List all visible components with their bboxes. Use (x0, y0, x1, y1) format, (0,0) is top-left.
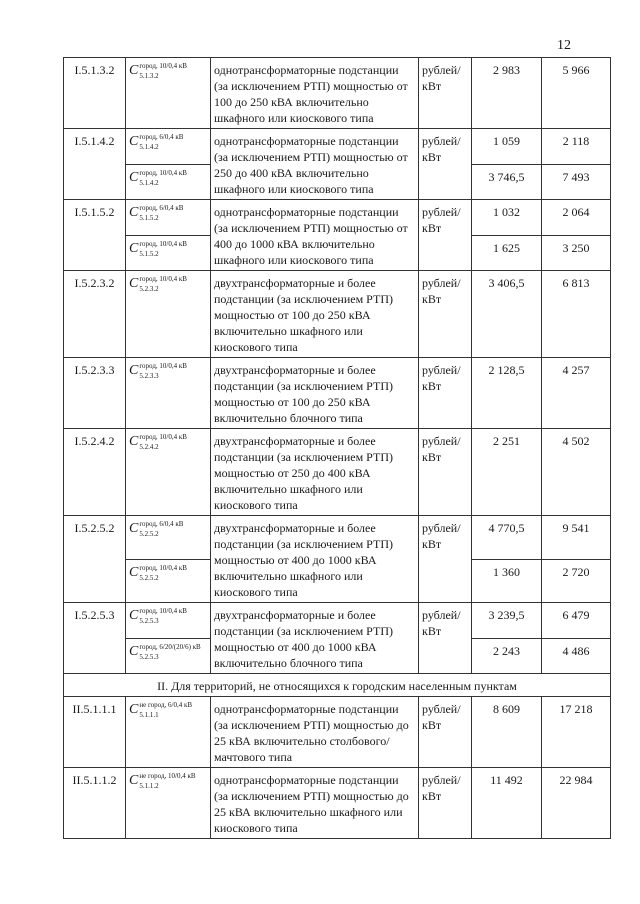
tariff-table-body (64, 58, 611, 839)
rate-symbol-superscript: город, 6/0,4 кВ (139, 133, 184, 141)
rate-symbol-superscript: город, 10/0,4 кВ (139, 563, 187, 572)
table-row (64, 129, 611, 165)
rate-symbol (126, 271, 211, 358)
rate-symbol-subscript: 5.1.5.2 (139, 249, 159, 258)
rate-symbol-superscript: город, 10/0,4 кВ (139, 362, 187, 370)
item-code: II.5.1.1.2 (64, 768, 126, 839)
rate-symbol-letter: C (129, 434, 139, 449)
rate-value-without-vat: 11 492 (472, 768, 542, 839)
rate-symbol-letter: C (129, 169, 139, 185)
item-unit: рублей/ кВт (419, 697, 472, 768)
rate-symbol-subscript: 5.2.5.3 (139, 617, 159, 625)
rate-value-total: 2 118 (542, 129, 611, 165)
section-row (64, 674, 611, 697)
table-row (64, 697, 611, 768)
rate-value-without-vat: 2 251 (472, 429, 542, 516)
item-unit: рублей/ кВт (419, 58, 472, 129)
rate-symbol-letter: C (129, 608, 139, 623)
rate-value-total: 4 502 (542, 429, 611, 516)
rate-value-total: 17 218 (542, 697, 611, 768)
item-code: I.5.2.3.2 (64, 271, 126, 358)
item-description: однотрансформаторные подстанции (за исключением РТП) мощностью до 25 кВА включительно столбового/мачтового типа (211, 697, 419, 768)
rate-symbol (126, 768, 211, 839)
rate-value-without-vat: 8 609 (472, 697, 542, 768)
item-code: I.5.1.3.2 (64, 58, 126, 129)
rate-symbol-subscript: 5.1.1.2 (139, 782, 159, 790)
rate-symbol-letter: C (129, 521, 139, 536)
rate-symbol-superscript: город, 6/20/(20/6) кВ (139, 642, 201, 651)
item-unit: рублей/ кВт (419, 200, 472, 271)
rate-symbol-superscript: не город, 10/0,4 кВ (139, 772, 196, 780)
rate-symbol-subscript: 5.1.1.1 (139, 711, 159, 719)
item-description: однотрансформаторные подстанции (за исключением РТП) мощностью от 250 до 400 кВА включительно шкафного или киоскового типа (211, 129, 419, 200)
tariff-table (63, 57, 611, 839)
section-title: II. Для территорий, не относящихся к городским населенным пунктам (64, 674, 611, 697)
rate-value-total: 3 250 (542, 235, 611, 271)
rate-value-total: 22 984 (542, 768, 611, 839)
rate-symbol (126, 638, 211, 674)
rate-symbol-indices (139, 204, 183, 222)
rate-symbol-letter: C (129, 643, 139, 659)
rate-symbol-indices (139, 62, 187, 80)
rate-symbol-letter: C (129, 205, 139, 220)
rate-symbol-superscript: город, 10/0,4 кВ (139, 275, 187, 283)
rate-symbol (126, 58, 211, 129)
rate-symbol (126, 358, 211, 429)
rate-symbol-subscript: 5.2.5.2 (139, 573, 159, 582)
item-code: II.5.1.1.1 (64, 697, 126, 768)
table-row (64, 429, 611, 516)
rate-symbol-superscript: город, 10/0,4 кВ (139, 168, 187, 177)
rate-symbol-letter: C (129, 134, 139, 149)
rate-symbol-subscript: 5.2.5.2 (139, 530, 159, 538)
item-description: двухтрансформаторные и более подстанции (за исключением РТП) мощностью от 100 до 250 кВА включительно блочного типа (211, 358, 419, 429)
item-code: I.5.2.5.2 (64, 516, 126, 603)
page-number: 12 (557, 38, 571, 53)
item-code: I.5.2.5.3 (64, 603, 126, 674)
rate-value-without-vat: 1 625 (472, 235, 542, 271)
rate-symbol-letter: C (129, 564, 139, 580)
item-description: двухтрансформаторные и более подстанции (за исключением РТП) мощностью от 400 до 1000 кВА включительно шкафного или киоскового типа (211, 516, 419, 603)
rate-value-total: 4 257 (542, 358, 611, 429)
rate-symbol (126, 429, 211, 516)
rate-symbol-subscript: 5.1.4.2 (139, 143, 159, 151)
rate-symbol-superscript: город, 10/0,4 кВ (139, 607, 187, 615)
rate-symbol-superscript: город, 6/0,4 кВ (139, 204, 184, 212)
rate-symbol (126, 200, 211, 236)
rate-symbol-indices (139, 362, 187, 380)
item-description: однотрансформаторные подстанции (за исключением РТП) мощностью от 400 до 1000 кВА включительно шкафного или киоскового типа (211, 200, 419, 271)
rate-symbol-indices (139, 772, 195, 790)
rate-symbol-indices (139, 240, 187, 258)
rate-value-without-vat: 3 746,5 (472, 164, 542, 200)
rate-symbol-letter: C (129, 773, 139, 788)
rate-symbol-subscript: 5.2.5.3 (139, 652, 159, 661)
rate-value-without-vat: 1 059 (472, 129, 542, 165)
rate-symbol (126, 129, 211, 165)
rate-symbol-subscript: 5.1.3.2 (139, 72, 159, 80)
rate-symbol-letter: C (129, 363, 139, 378)
item-unit: рублей/ кВт (419, 516, 472, 603)
item-code: I.5.1.5.2 (64, 200, 126, 271)
item-unit: рублей/ кВт (419, 429, 472, 516)
rate-symbol-indices (139, 520, 183, 538)
rate-value-without-vat: 4 770,5 (472, 516, 542, 560)
item-code: I.5.1.4.2 (64, 129, 126, 200)
rate-value-total: 2 720 (542, 559, 611, 603)
rate-symbol (126, 697, 211, 768)
rate-symbol-superscript: не город, 6/0,4 кВ (139, 701, 193, 709)
item-unit: рублей/ кВт (419, 358, 472, 429)
table-row (64, 271, 611, 358)
rate-symbol-subscript: 5.2.3.3 (139, 372, 159, 380)
rate-symbol-superscript: город, 10/0,4 кВ (139, 239, 187, 248)
rate-symbol-subscript: 5.2.4.2 (139, 443, 159, 451)
rate-symbol-indices (139, 701, 192, 719)
table-row (64, 358, 611, 429)
item-description: двухтрансформаторные и более подстанции (за исключением РТП) мощностью от 100 до 250 кВА включительно шкафного или киоскового типа (211, 271, 419, 358)
item-unit: рублей/ кВт (419, 129, 472, 200)
rate-symbol-indices (139, 433, 187, 451)
item-unit: рублей/ кВт (419, 271, 472, 358)
rate-symbol-indices (139, 607, 187, 625)
item-code: I.5.2.3.3 (64, 358, 126, 429)
rate-value-without-vat: 3 406,5 (472, 271, 542, 358)
rate-value-total: 2 064 (542, 200, 611, 236)
rate-symbol-superscript: город, 10/0,4 кВ (139, 62, 187, 70)
rate-value-without-vat: 2 243 (472, 638, 542, 674)
rate-value-total: 4 486 (542, 638, 611, 674)
rate-symbol (126, 603, 211, 639)
item-unit: рублей/ кВт (419, 768, 472, 839)
rate-symbol-superscript: город, 6/0,4 кВ (139, 520, 184, 528)
table-row (64, 200, 611, 236)
rate-symbol (126, 164, 211, 200)
rate-symbol-indices (139, 133, 183, 151)
table-row (64, 58, 611, 129)
rate-symbol-subscript: 5.1.4.2 (139, 178, 159, 187)
item-description: однотрансформаторные подстанции (за исключением РТП) мощностью от 100 до 250 кВА включительно шкафного или киоскового типа (211, 58, 419, 129)
rate-symbol-indices (139, 169, 187, 187)
rate-symbol-indices (139, 564, 187, 582)
rate-symbol-letter: C (129, 63, 139, 78)
rate-symbol-indices (139, 643, 200, 661)
rate-symbol-subscript: 5.1.5.2 (139, 214, 159, 222)
rate-value-without-vat: 2 128,5 (472, 358, 542, 429)
rate-value-total: 6 813 (542, 271, 611, 358)
rate-value-total: 5 966 (542, 58, 611, 129)
item-code: I.5.2.4.2 (64, 429, 126, 516)
rate-value-total: 6 479 (542, 603, 611, 639)
rate-symbol-letter: C (129, 702, 139, 717)
rate-symbol-letter: C (129, 276, 139, 291)
item-description: однотрансформаторные подстанции (за исключением РТП) мощностью до 25 кВА включительно шкафного или киоскового типа (211, 768, 419, 839)
rate-value-without-vat: 1 360 (472, 559, 542, 603)
rate-value-total: 7 493 (542, 164, 611, 200)
rate-symbol-letter: C (129, 240, 139, 256)
rate-symbol (126, 516, 211, 560)
rate-symbol-indices (139, 275, 187, 293)
rate-value-without-vat: 2 983 (472, 58, 542, 129)
rate-symbol-superscript: город, 10/0,4 кВ (139, 433, 187, 441)
rate-value-without-vat: 3 239,5 (472, 603, 542, 639)
rate-symbol (126, 559, 211, 603)
table-row (64, 603, 611, 639)
rate-symbol-subscript: 5.2.3.2 (139, 285, 159, 293)
item-description: двухтрансформаторные и более подстанции (за исключением РТП) мощностью от 250 до 400 кВА включительно шкафного или киоскового типа (211, 429, 419, 516)
rate-value-without-vat: 1 032 (472, 200, 542, 236)
rate-symbol (126, 235, 211, 271)
table-row (64, 516, 611, 560)
item-unit: рублей/ кВт (419, 603, 472, 674)
item-description: двухтрансформаторные и более подстанции (за исключением РТП) мощностью от 400 до 1000 кВА включительно блочного типа (211, 603, 419, 674)
rate-value-total: 9 541 (542, 516, 611, 560)
table-row (64, 768, 611, 839)
